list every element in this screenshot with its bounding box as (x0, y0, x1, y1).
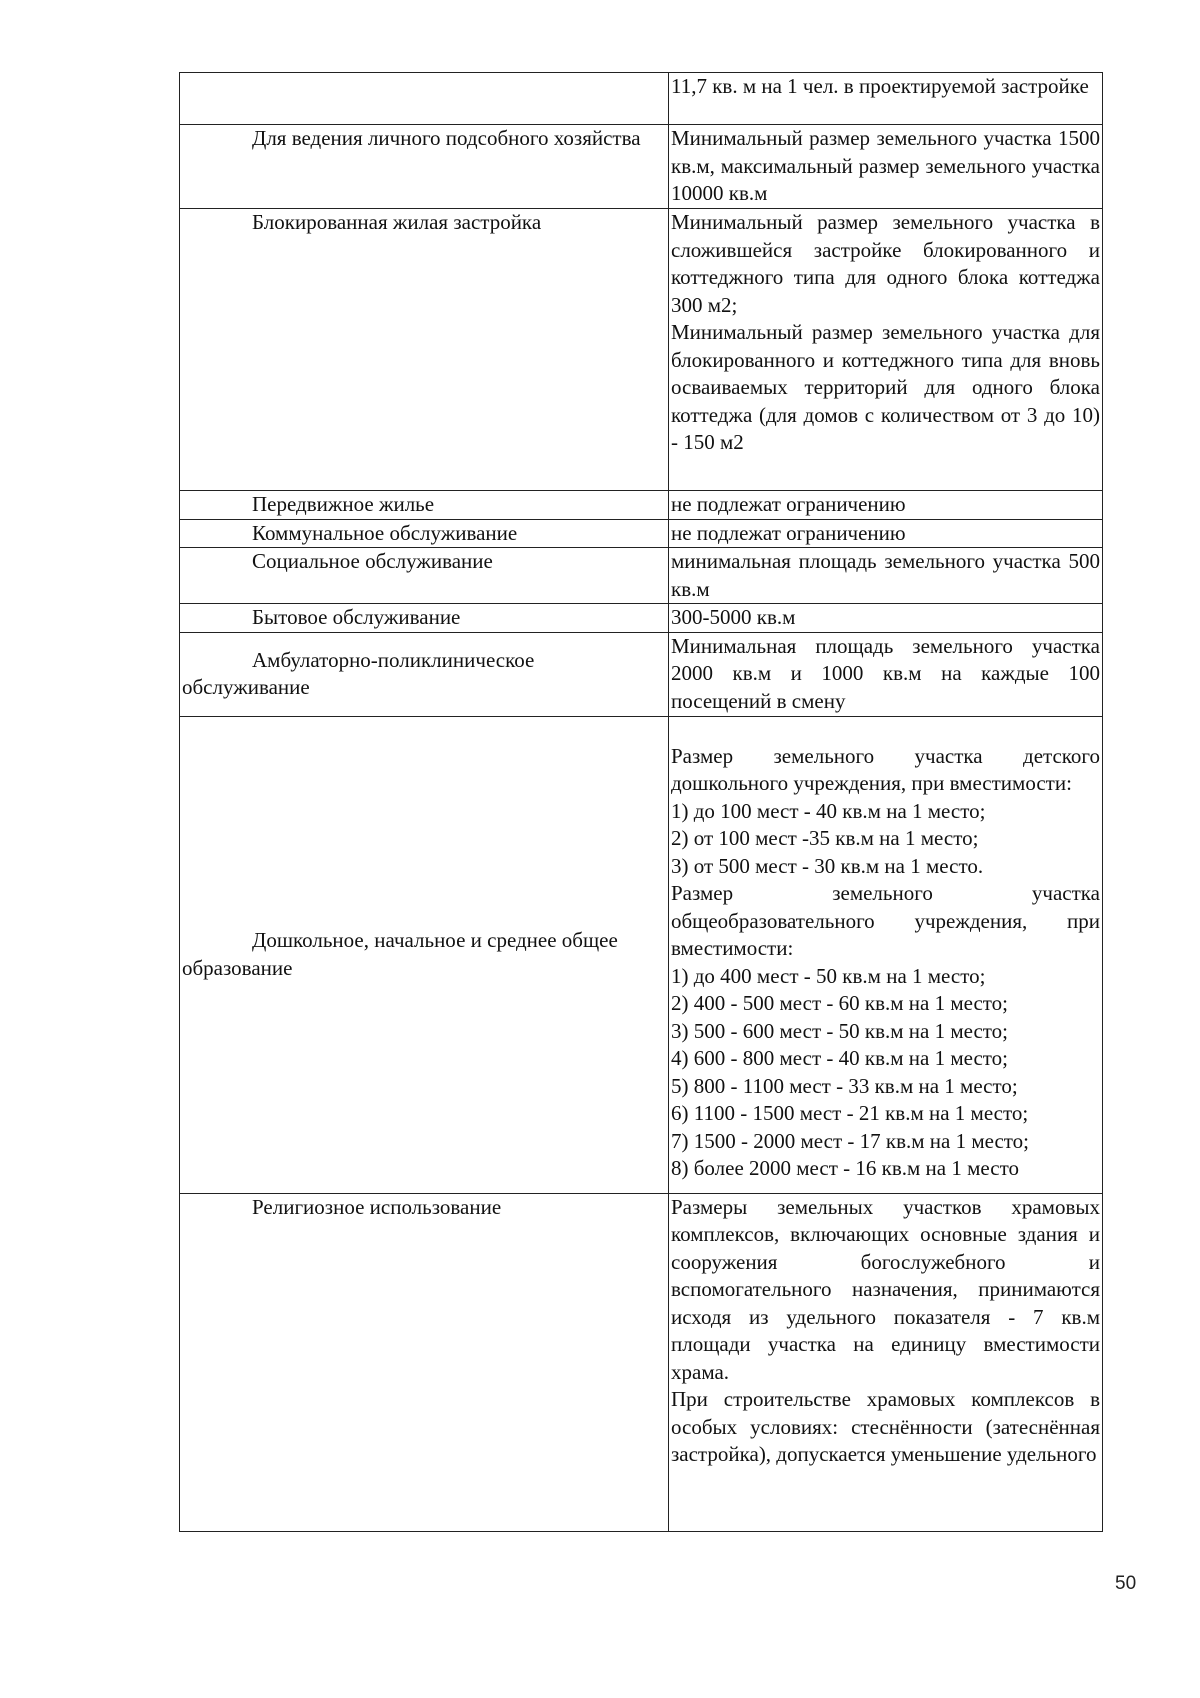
table-row (180, 491, 1103, 520)
parameter-text: не подлежат ограничению (671, 492, 906, 516)
land-use-parameters-table (179, 72, 1103, 1532)
land-use-cell: Бытовое обслуживание (180, 604, 669, 633)
parameter-cell (669, 519, 1103, 548)
parameter-text: не подлежат ограничению (671, 520, 906, 545)
land-use-cell: Религиозное использование (180, 1193, 669, 1531)
parameter-list-item: 2) от 100 мест -35 кв.м на 1 место; (671, 826, 979, 850)
table-row (180, 548, 1103, 604)
parameter-text: При строительстве храмовых комплексов в особых условиях: стеснённости (затеснённая застройка), допускается уменьшение удельного (671, 1387, 1100, 1466)
land-use-cell: Амбулаторно-поликлиническое обслуживание (180, 632, 669, 716)
land-use-cell (180, 73, 669, 125)
parameter-text: Размеры земельных участков храмовых комплексов, включающих основные здания и сооружения богослужебного и вспомогательного назначения, принимаются исходя из удельного показателя - 7 кв.м площади участка на единицу вместимости храма. (671, 1194, 1100, 1384)
table-row (180, 125, 1103, 209)
table-row (180, 519, 1103, 548)
parameter-cell (669, 716, 1103, 1193)
land-use-cell: Дошкольное, начальное и среднее общее образование (180, 716, 669, 1193)
parameter-cell (669, 125, 1103, 209)
land-use-cell: Передвижное жилье (180, 491, 669, 520)
parameter-list-item: 7) 1500 - 2000 мест - 17 кв.м на 1 место; (671, 1128, 1030, 1153)
page-number: 50 (1115, 1573, 1137, 1594)
parameter-list-item: 6) 1100 - 1500 мест - 21 кв.м на 1 место; (671, 1101, 1029, 1125)
parameter-list-item: 3) 500 - 600 мест - 50 кв.м на 1 место; (671, 1018, 1009, 1043)
parameter-text: Минимальный размер земельного участка в сложившейся застройке блокированного и коттеджного типа для одного блока коттеджа 300 м2; (671, 210, 1100, 317)
land-use-cell: Для ведения личного подсобного хозяйства (180, 125, 669, 209)
parameter-text: Размер земельного участка общеобразовательного учреждения, при вместимости: (671, 881, 1100, 960)
parameter-list-item: 3) от 500 мест - 30 кв.м на 1 место. (671, 853, 984, 878)
parameter-text: Минимальная площадь земельного участка 2000 кв.м и 1000 кв.м на каждые 100 посещений в смену (671, 633, 1100, 713)
table-row (180, 1193, 1103, 1531)
parameter-cell (669, 604, 1103, 633)
parameter-list-item: 2) 400 - 500 мест - 60 кв.м на 1 место; (671, 991, 1009, 1015)
parameter-text: Размер земельного участка детского дошкольного учреждения, при вместимости: (671, 743, 1100, 795)
parameter-list-item: 1) до 100 мест - 40 кв.м на 1 место; (671, 798, 986, 823)
parameter-cell (669, 73, 1103, 125)
parameter-cell (669, 548, 1103, 604)
parameter-list-item: 1) до 400 мест - 50 кв.м на 1 место; (671, 963, 986, 988)
parameter-cell (669, 491, 1103, 520)
table-row (180, 604, 1103, 633)
table-row (180, 209, 1103, 491)
land-use-cell: Коммунальное обслуживание (180, 519, 669, 548)
table-row (180, 716, 1103, 1193)
parameter-cell (669, 632, 1103, 716)
parameter-text: Минимальный размер земельного участка 1500 кв.м, максимальный размер земельного участка 10000 кв.м (671, 126, 1100, 205)
parameter-cell (669, 209, 1103, 491)
parameter-text: Минимальный размер земельного участка для блокированного и коттеджного типа для вновь осваиваемых территорий для одного блока коттеджа (для домов с количеством от 3 до 10) - 150 м2 (671, 320, 1100, 454)
parameter-list-item: 8) более 2000 мест - 16 кв.м на 1 место (671, 1156, 1019, 1180)
land-use-cell: Блокированная жилая застройка (180, 209, 669, 491)
land-use-cell: Социальное обслуживание (180, 548, 669, 604)
table-row (180, 73, 1103, 125)
parameter-text: минимальная площадь земельного участка 500 кв.м (671, 549, 1100, 601)
parameter-text: 300-5000 кв.м (671, 605, 796, 629)
parameter-cell (669, 1193, 1103, 1531)
parameter-list-item: 5) 800 - 1100 мест - 33 кв.м на 1 место; (671, 1073, 1018, 1098)
parameter-text: 11,7 кв. м на 1 чел. в проектируемой застройке (671, 74, 1089, 98)
parameter-list-item: 4) 600 - 800 мест - 40 кв.м на 1 место; (671, 1046, 1009, 1070)
table-row (180, 632, 1103, 716)
